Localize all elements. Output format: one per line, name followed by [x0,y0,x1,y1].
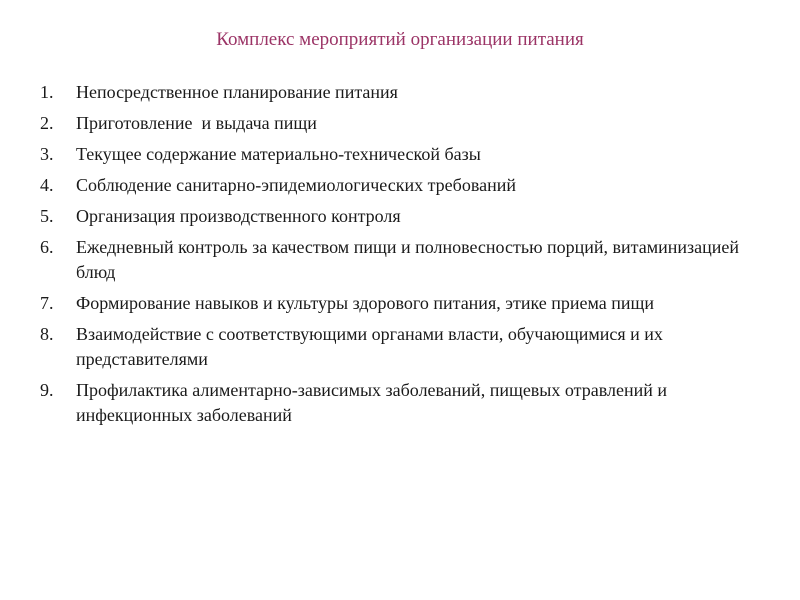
list-item [40,235,760,285]
item-text: Профилактика алиментарно-зависимых заболеваний, пищевых отравлений и инфекционных заболеваний [76,380,672,425]
item-text: Текущее содержание материально-технической базы [76,144,481,164]
list-item [40,111,760,136]
item-text: Ежедневный контроль за качеством пищи и полновесностью порций, витаминизацией блюд [76,237,744,282]
item-number: 8. [40,324,54,344]
item-text: Организация производственного контроля [76,206,401,226]
item-text: Приготовление и выдача пищи [76,113,317,133]
item-number: 5. [40,206,54,226]
item-number: 9. [40,380,54,400]
item-text: Формирование навыков и культуры здорового питания, этике приема пищи [76,293,655,313]
item-number: 1. [40,82,54,102]
list-item [40,173,760,198]
item-text: Непосредственное планирование питания [76,82,398,102]
item-number: 6. [40,237,54,257]
item-text: Соблюдение санитарно-эпидемиологических требований [76,175,516,195]
list-item [40,291,760,316]
item-number: 4. [40,175,54,195]
list-item [40,378,760,428]
item-number: 3. [40,144,54,164]
slide-title: Комплекс мероприятий организации питания [216,29,584,50]
item-number: 2. [40,113,54,133]
list-item [40,142,760,167]
list-item [40,80,760,105]
measures-list [40,80,760,434]
list-item [40,322,760,372]
item-text: Взаимодействие с соответствующими органами власти, обучающимися и их представителями [76,324,668,369]
item-number: 7. [40,293,54,313]
list-item [40,204,760,229]
